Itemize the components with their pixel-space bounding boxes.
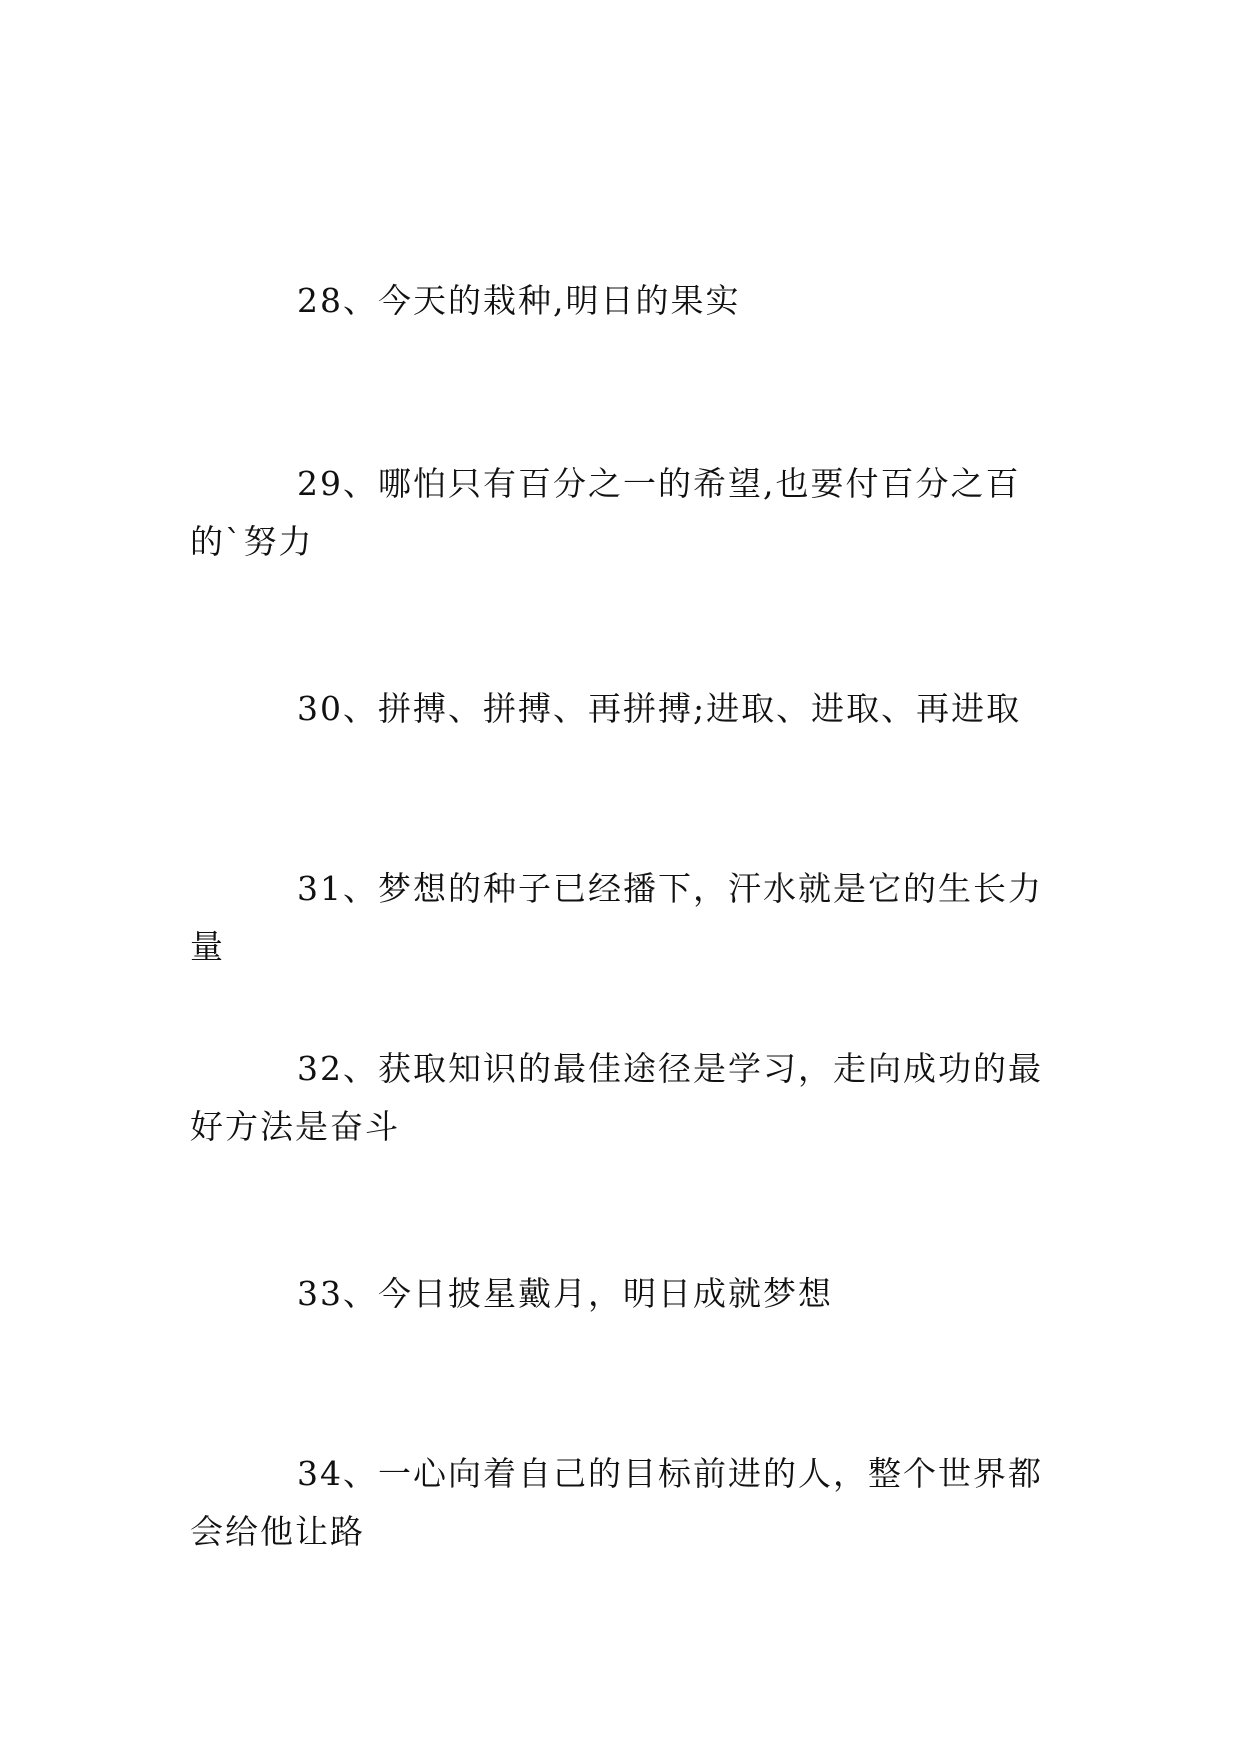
paragraph-33: 33、今日披星戴月，明日成就梦想 [297,1274,833,1313]
paragraph-29: 29、哪怕只有百分之一的希望,也要付百分之百的`努力 [190,464,1021,561]
paragraph-34: 34、一心向着自己的目标前进的人，整个世界都会给他让路 [190,1454,1043,1551]
paragraph-32: 32、获取知识的最佳途径是学习，走向成功的最好方法是奋斗 [190,1049,1043,1146]
paragraph-30: 30、拼搏、拼搏、再拼搏;进取、进取、再进取 [297,689,1022,728]
paragraph-31: 31、梦想的种子已经播下，汗水就是它的生长力量 [190,869,1043,966]
paragraph-28: 28、今天的栽种,明日的果实 [297,281,741,320]
